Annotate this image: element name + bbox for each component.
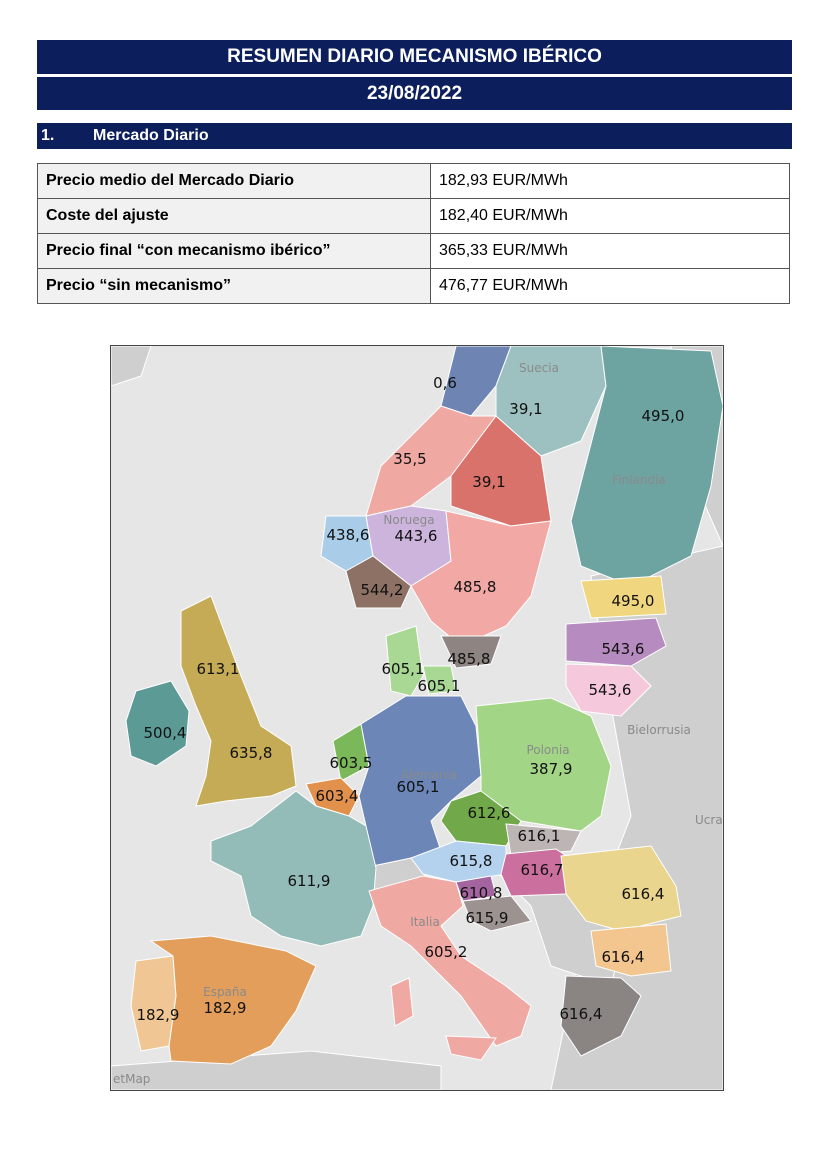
price-label-fr: 611,9	[287, 872, 331, 890]
row-value: 182,93 EUR/MWh	[431, 164, 790, 199]
country-name-suecia: Suecia	[519, 361, 559, 375]
price-label-gb-south: 635,8	[229, 744, 273, 762]
price-label-se2: 39,1	[472, 473, 506, 491]
price-label-lt: 543,6	[588, 681, 632, 699]
row-label: Coste del ajuste	[38, 199, 431, 234]
price-label-gb: 613,1	[196, 660, 240, 678]
country-name-polonia: Polonia	[526, 743, 570, 757]
price-label-dk1: 605,1	[381, 660, 425, 678]
europe-price-map[interactable]	[110, 345, 724, 1091]
price-label-hr: 615,9	[465, 909, 509, 927]
price-label-de: 605,1	[396, 778, 440, 796]
country-name-noruega: Noruega	[383, 513, 435, 527]
region-portugal[interactable]	[131, 956, 176, 1051]
price-label-ee: 495,0	[611, 592, 655, 610]
row-value: 476,77 EUR/MWh	[431, 269, 790, 304]
price-label-nl: 603,5	[329, 754, 373, 772]
country-name-ucrania: Ucra	[695, 813, 723, 827]
price-label-sk: 616,1	[517, 827, 561, 845]
table-row	[38, 269, 790, 304]
section-number: 1.	[41, 127, 55, 144]
price-label-se4: 485,8	[447, 650, 491, 668]
price-label-no-east: 443,6	[394, 527, 438, 545]
price-label-no-west: 438,6	[326, 526, 370, 544]
price-label-se1: 39,1	[509, 400, 543, 418]
price-label-no-mid: 35,5	[393, 450, 427, 468]
price-label-cz: 612,6	[467, 804, 511, 822]
price-label-be: 603,4	[315, 787, 359, 805]
row-value: 365,33 EUR/MWh	[431, 234, 790, 269]
price-label-si: 610,8	[459, 884, 503, 902]
row-label: Precio final “con mecanismo ibérico”	[38, 234, 431, 269]
price-label-ro: 616,4	[621, 885, 665, 903]
price-label-no-north: 0,6	[433, 374, 457, 392]
price-label-it: 605,2	[424, 943, 468, 961]
price-label-dk2: 605,1	[417, 677, 461, 695]
price-label-se3: 485,8	[453, 578, 497, 596]
price-label-pt: 182,9	[136, 1006, 180, 1024]
section-header	[37, 123, 792, 149]
price-label-pl: 387,9	[529, 760, 573, 778]
country-name-alemania: Alemania	[400, 768, 458, 782]
section-title: Mercado Diario	[93, 127, 209, 144]
price-label-gr: 616,4	[559, 1005, 603, 1023]
price-label-no-south: 544,2	[360, 581, 404, 599]
price-label-at: 615,8	[449, 852, 493, 870]
table-row	[38, 164, 790, 199]
prices-table	[37, 163, 790, 304]
price-label-fi: 495,0	[641, 407, 685, 425]
row-value: 182,40 EUR/MWh	[431, 199, 790, 234]
price-label-es: 182,9	[203, 999, 247, 1017]
report-title: RESUMEN DIARIO MECANISMO IBÉRICO	[37, 40, 792, 74]
country-name-espana: España	[203, 985, 247, 999]
report-date: 23/08/2022	[37, 77, 792, 110]
price-label-ie: 500,4	[143, 724, 187, 742]
country-name-finlandia: Finlandia	[612, 473, 666, 487]
row-label: Precio medio del Mercado Diario	[38, 164, 431, 199]
country-name-bielorrusia: Bielorrusia	[627, 723, 691, 737]
price-label-bg: 616,4	[601, 948, 645, 966]
map-attribution: etMap	[113, 1072, 151, 1086]
table-row	[38, 234, 790, 269]
price-label-lv: 543,6	[601, 640, 645, 658]
price-label-hu: 616,7	[520, 861, 564, 879]
table-row	[38, 199, 790, 234]
country-name-italia: Italia	[410, 915, 440, 929]
row-label: Precio “sin mecanismo”	[38, 269, 431, 304]
